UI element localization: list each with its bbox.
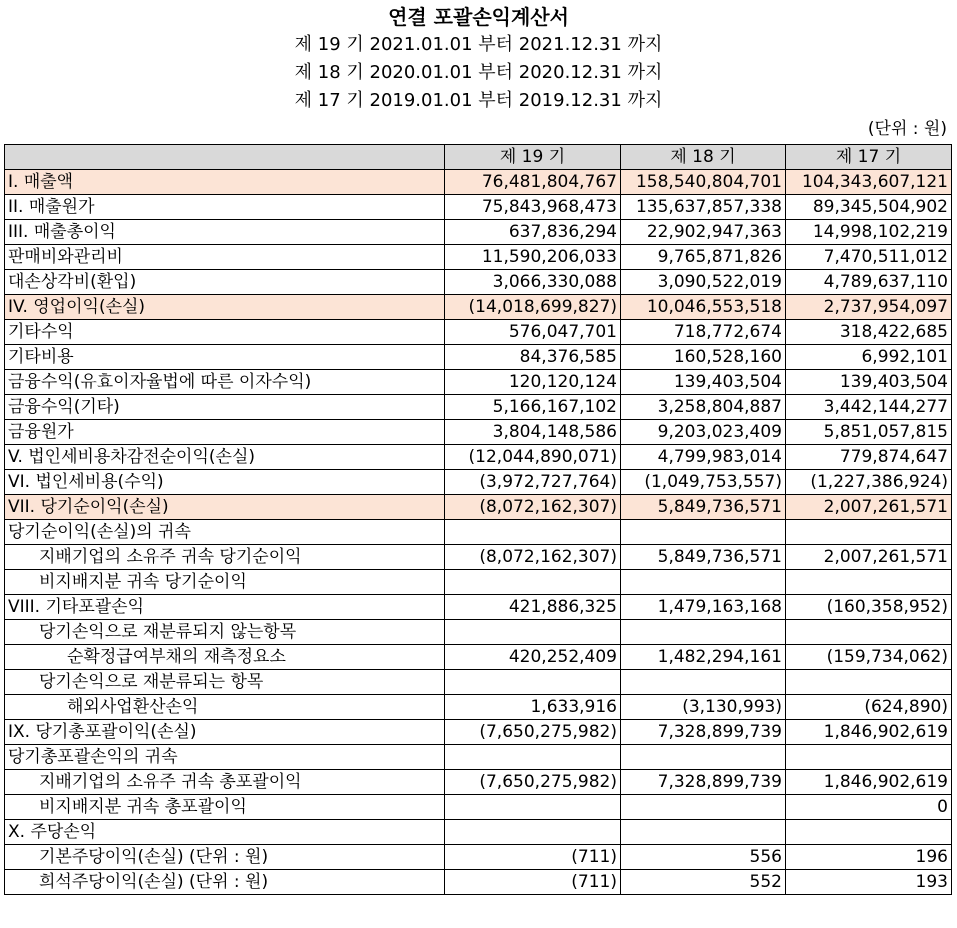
row-label: 비지배지분 귀속 당기순이익: [5, 570, 445, 595]
value-19: 1,633,916: [445, 695, 621, 720]
value-19: 5,166,167,102: [445, 395, 621, 420]
value-18: 5,849,736,571: [621, 495, 786, 520]
row-label: II. 매출원가: [5, 195, 445, 220]
table-header-row: [5, 145, 952, 170]
value-19: [445, 520, 621, 545]
value-17: 2,737,954,097: [786, 295, 952, 320]
value-17: 7,470,511,012: [786, 245, 952, 270]
value-18: 5,849,736,571: [621, 545, 786, 570]
value-18: [621, 620, 786, 645]
value-17: 779,874,647: [786, 445, 952, 470]
row-label: 당기총포괄손익의 귀속: [5, 745, 445, 770]
table-row: [5, 695, 952, 720]
row-label: X. 주당손익: [5, 820, 445, 845]
table-row: [5, 670, 952, 695]
value-18: 3,258,804,887: [621, 395, 786, 420]
header-cell-19: 제 19 기: [445, 145, 621, 170]
value-19: (14,018,699,827): [445, 295, 621, 320]
table-row: [5, 420, 952, 445]
row-label: 기타비용: [5, 345, 445, 370]
value-17: 193: [786, 870, 952, 895]
value-18: 556: [621, 845, 786, 870]
table-row: [5, 170, 952, 195]
value-18: 160,528,160: [621, 345, 786, 370]
table-row: [5, 270, 952, 295]
value-18: 1,479,163,168: [621, 595, 786, 620]
value-18: (3,130,993): [621, 695, 786, 720]
value-19: 84,376,585: [445, 345, 621, 370]
row-label: 대손상각비(환입): [5, 270, 445, 295]
row-label: V. 법인세비용차감전순이익(손실): [5, 445, 445, 470]
row-label: 지배기업의 소유주 귀속 총포괄이익: [5, 770, 445, 795]
value-17: 196: [786, 845, 952, 870]
period-line-17: 제 17 기 2019.01.01 부터 2019.12.31 까지: [294, 90, 663, 111]
value-19: 11,590,206,033: [445, 245, 621, 270]
value-17: [786, 520, 952, 545]
value-19: 576,047,701: [445, 320, 621, 345]
value-17: [786, 820, 952, 845]
value-17: 139,403,504: [786, 370, 952, 395]
table-row: [5, 870, 952, 895]
value-17: 104,343,607,121: [786, 170, 952, 195]
table-row: [5, 595, 952, 620]
value-17: 3,442,144,277: [786, 395, 952, 420]
value-19: 420,252,409: [445, 645, 621, 670]
header-cell-17: 제 17 기: [786, 145, 952, 170]
value-18: 9,765,871,826: [621, 245, 786, 270]
value-17: 0: [786, 795, 952, 820]
value-18: 135,637,857,338: [621, 195, 786, 220]
value-18: (1,049,753,557): [621, 470, 786, 495]
value-17: (624,890): [786, 695, 952, 720]
row-label: VII. 당기순이익(손실): [5, 495, 445, 520]
value-19: [445, 795, 621, 820]
statement-title: 연결 포괄손익계산서: [388, 5, 569, 29]
table-row: [5, 745, 952, 770]
period-line-18: 제 18 기 2020.01.01 부터 2020.12.31 까지: [294, 62, 663, 83]
value-17: 1,846,902,619: [786, 770, 952, 795]
row-label: 당기손익으로 재분류되지 않는항목: [5, 620, 445, 645]
value-17: [786, 670, 952, 695]
value-18: 7,328,899,739: [621, 720, 786, 745]
row-label: VIII. 기타포괄손익: [5, 595, 445, 620]
value-17: 89,345,504,902: [786, 195, 952, 220]
table-row: [5, 770, 952, 795]
value-18: 3,090,522,019: [621, 270, 786, 295]
header-cell-18: 제 18 기: [621, 145, 786, 170]
value-17: [786, 620, 952, 645]
value-17: 2,007,261,571: [786, 545, 952, 570]
row-label: 비지배지분 귀속 총포괄이익: [5, 795, 445, 820]
value-17: 4,789,637,110: [786, 270, 952, 295]
table-row: [5, 395, 952, 420]
value-17: 318,422,685: [786, 320, 952, 345]
value-17: (160,358,952): [786, 595, 952, 620]
value-19: 3,066,330,088: [445, 270, 621, 295]
value-18: 139,403,504: [621, 370, 786, 395]
value-17: 5,851,057,815: [786, 420, 952, 445]
value-19: (7,650,275,982): [445, 720, 621, 745]
table-row: [5, 520, 952, 545]
value-19: (8,072,162,307): [445, 495, 621, 520]
row-label: III. 매출총이익: [5, 220, 445, 245]
value-17: (159,734,062): [786, 645, 952, 670]
value-18: 7,328,899,739: [621, 770, 786, 795]
table-row: [5, 845, 952, 870]
table-row: [5, 620, 952, 645]
value-17: 1,846,902,619: [786, 720, 952, 745]
table-row: [5, 370, 952, 395]
value-19: [445, 570, 621, 595]
row-label: IX. 당기총포괄이익(손실): [5, 720, 445, 745]
value-18: 4,799,983,014: [621, 445, 786, 470]
table-row: [5, 470, 952, 495]
table-row: [5, 570, 952, 595]
table-row: [5, 245, 952, 270]
value-19: [445, 670, 621, 695]
table-row: [5, 820, 952, 845]
value-18: [621, 520, 786, 545]
row-label: 해외사업환산손익: [5, 695, 445, 720]
table-row: [5, 345, 952, 370]
row-label: 순확정급여부채의 재측정요소: [5, 645, 445, 670]
unit-label: (단위 : 원): [867, 119, 947, 139]
row-label: 기본주당이익(손실) (단위 : 원): [5, 845, 445, 870]
value-19: [445, 620, 621, 645]
header-cell-label: [5, 145, 445, 170]
row-label: 금융수익(유효이자율법에 따른 이자수익): [5, 370, 445, 395]
value-18: 10,046,553,518: [621, 295, 786, 320]
table-row: [5, 195, 952, 220]
value-19: 120,120,124: [445, 370, 621, 395]
value-19: (12,044,890,071): [445, 445, 621, 470]
value-19: 421,886,325: [445, 595, 621, 620]
value-18: 552: [621, 870, 786, 895]
row-label: I. 매출액: [5, 170, 445, 195]
table-row: [5, 720, 952, 745]
value-17: 6,992,101: [786, 345, 952, 370]
table-row: [5, 645, 952, 670]
row-label: 금융수익(기타): [5, 395, 445, 420]
row-label: 기타수익: [5, 320, 445, 345]
value-18: [621, 570, 786, 595]
value-19: (3,972,727,764): [445, 470, 621, 495]
row-label: IV. 영업이익(손실): [5, 295, 445, 320]
table-row: [5, 495, 952, 520]
value-19: (8,072,162,307): [445, 545, 621, 570]
value-17: [786, 570, 952, 595]
value-19: (711): [445, 870, 621, 895]
table-row: [5, 545, 952, 570]
value-18: 158,540,804,701: [621, 170, 786, 195]
value-18: 22,902,947,363: [621, 220, 786, 245]
value-19: 3,804,148,586: [445, 420, 621, 445]
value-19: (7,650,275,982): [445, 770, 621, 795]
value-19: [445, 745, 621, 770]
table-row: [5, 320, 952, 345]
table-row: [5, 445, 952, 470]
value-18: [621, 670, 786, 695]
table-row: [5, 795, 952, 820]
value-19: [445, 820, 621, 845]
value-17: [786, 745, 952, 770]
row-label: 금융원가: [5, 420, 445, 445]
value-17: 14,998,102,219: [786, 220, 952, 245]
value-18: [621, 795, 786, 820]
row-label: 지배기업의 소유주 귀속 당기순이익: [5, 545, 445, 570]
table-row: [5, 220, 952, 245]
value-17: (1,227,386,924): [786, 470, 952, 495]
value-19: (711): [445, 845, 621, 870]
value-19: 637,836,294: [445, 220, 621, 245]
value-18: 1,482,294,161: [621, 645, 786, 670]
value-18: 718,772,674: [621, 320, 786, 345]
row-label: 판매비와관리비: [5, 245, 445, 270]
period-line-19: 제 19 기 2021.01.01 부터 2021.12.31 까지: [294, 34, 663, 55]
value-19: 76,481,804,767: [445, 170, 621, 195]
row-label: 희석주당이익(손실) (단위 : 원): [5, 870, 445, 895]
table-row: [5, 295, 952, 320]
row-label: 당기순이익(손실)의 귀속: [5, 520, 445, 545]
row-label: 당기손익으로 재분류되는 항목: [5, 670, 445, 695]
value-19: 75,843,968,473: [445, 195, 621, 220]
value-18: [621, 820, 786, 845]
value-17: 2,007,261,571: [786, 495, 952, 520]
value-18: 9,203,023,409: [621, 420, 786, 445]
income-statement-table: [4, 144, 952, 895]
value-18: [621, 745, 786, 770]
row-label: VI. 법인세비용(수익): [5, 470, 445, 495]
